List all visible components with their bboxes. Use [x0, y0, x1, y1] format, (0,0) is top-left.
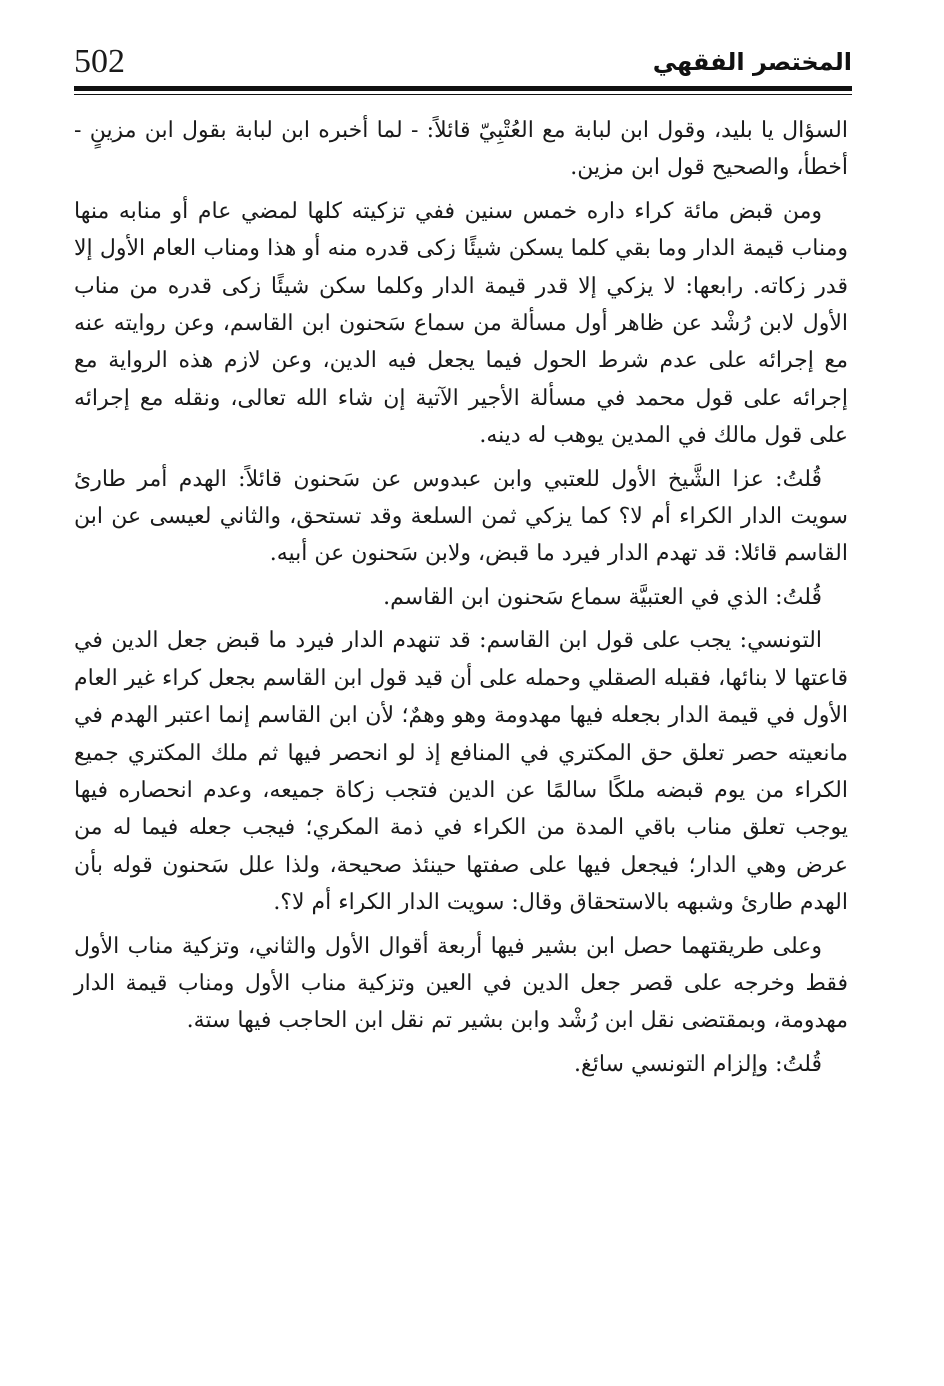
paragraph-2: ومن قبض مائة كراء داره خمس سنين ففي تزكيته كلها لمضي عام أو منابه منها ومناب قيمة الدار وما بقي كلما يسكن شيئًا زكى قدره منه أو هذا ومناب العام الأول إلا قدر زكاته. رابعها: لا يزكي إلا قدر قيمة الدار وكلما سكن شيئًا زكى قدره من مناب الأول لابن رُشْد عن ظاهر أول مسألة من سماع سَحنون ابن القاسم، وعن روايته عنه مع إجرائه على عدم شرط الحول فيما يجعل فيه الدين، وعن لازم هذه الرواية مع إجرائه على قول محمد في مسألة الأجير الآتية إن شاء الله تعالى، ونقله مع إجرائه على قول مالك في المدين يوهب له دينه. [74, 198, 848, 449]
paragraph-1: السؤال يا بليد، وقول ابن لبابة مع العُتْبِيّ قائلاً: - لما أخبره ابن لبابة بقول ابن مزينٍ - أخطأ، والصحيح قول ابن مزين. [74, 118, 848, 181]
paragraph-5: التونسي: يجب على قول ابن القاسم: قد تنهدم الدار فيرد ما قبض جعل الدين في قاعتها لا بنائها، فقبله الصقلي وحمله على أن قيد قول ابن القاسم بجعل كراء غير العام الأول في قيمة الدار بجعله فيها مهدومة وهو وهمٌ؛ لأن ابن القاسم إنما اعتبر الهدم في مانعيته حصر تعلق حق المكتري في المنافع إذ لو انحصر فيها ثم ملك المكتري جميع الكراء من يوم قبضه ملكًا سالمًا عن الدين فتجب زكاة جميعه، وعدم انحصاره فيها يوجب تعلق مناب باقي المدة من الكراء في ذمة المكري؛ فيجب جعله فيما له من عرض وهي الدار؛ فيجعل فيها على صفتها حينئذ صحيحة، ولذا علل سَحنون قوله بأن الهدم طارئ وشبهه بالاستحقاق وقال: سويت الدار الكراء أم لا؟. [74, 628, 849, 916]
page-number: 502 [74, 43, 125, 80]
header-rule-thin [74, 94, 852, 95]
paragraph-6: وعلى طريقتهما حصل ابن بشير فيها أربعة أقوال الأول والثاني، وتزكية مناب الأول فقط وخرجه على قصر جعل الدين في العين وتزكية مناب الأول ومناب قيمة الدار مهدومة، وبمقتضى نقل ابن رُشْد وابن بشير تم نقل ابن الحاجب فيها ستة. [74, 933, 848, 1034]
paragraph-4: قُلتُ: الذي في العتبيَّة سماع سَحنون ابن القاسم. [383, 584, 822, 610]
paragraph-3: قُلتُ: عزا الشَّيخ الأول للعتبي وابن عبدوس عن سَحنون قائلاً: الهدم أمر طارئ سويت الدار الكراء أم لا؟ كما يزكي ثمن السلعة وقد تستحق، والثاني لعيسى عن ابن القاسم قائلا: قد تهدم الدار فيرد ما قبض، ولابن سَحنون عن أبيه. [74, 466, 848, 567]
book-title: المختصر الفقهي [652, 48, 852, 76]
paragraph-7: قُلتُ: وإلزام التونسي سائغ. [574, 1051, 822, 1077]
header-rule-thick [74, 86, 852, 91]
page-body [74, 112, 848, 1089]
